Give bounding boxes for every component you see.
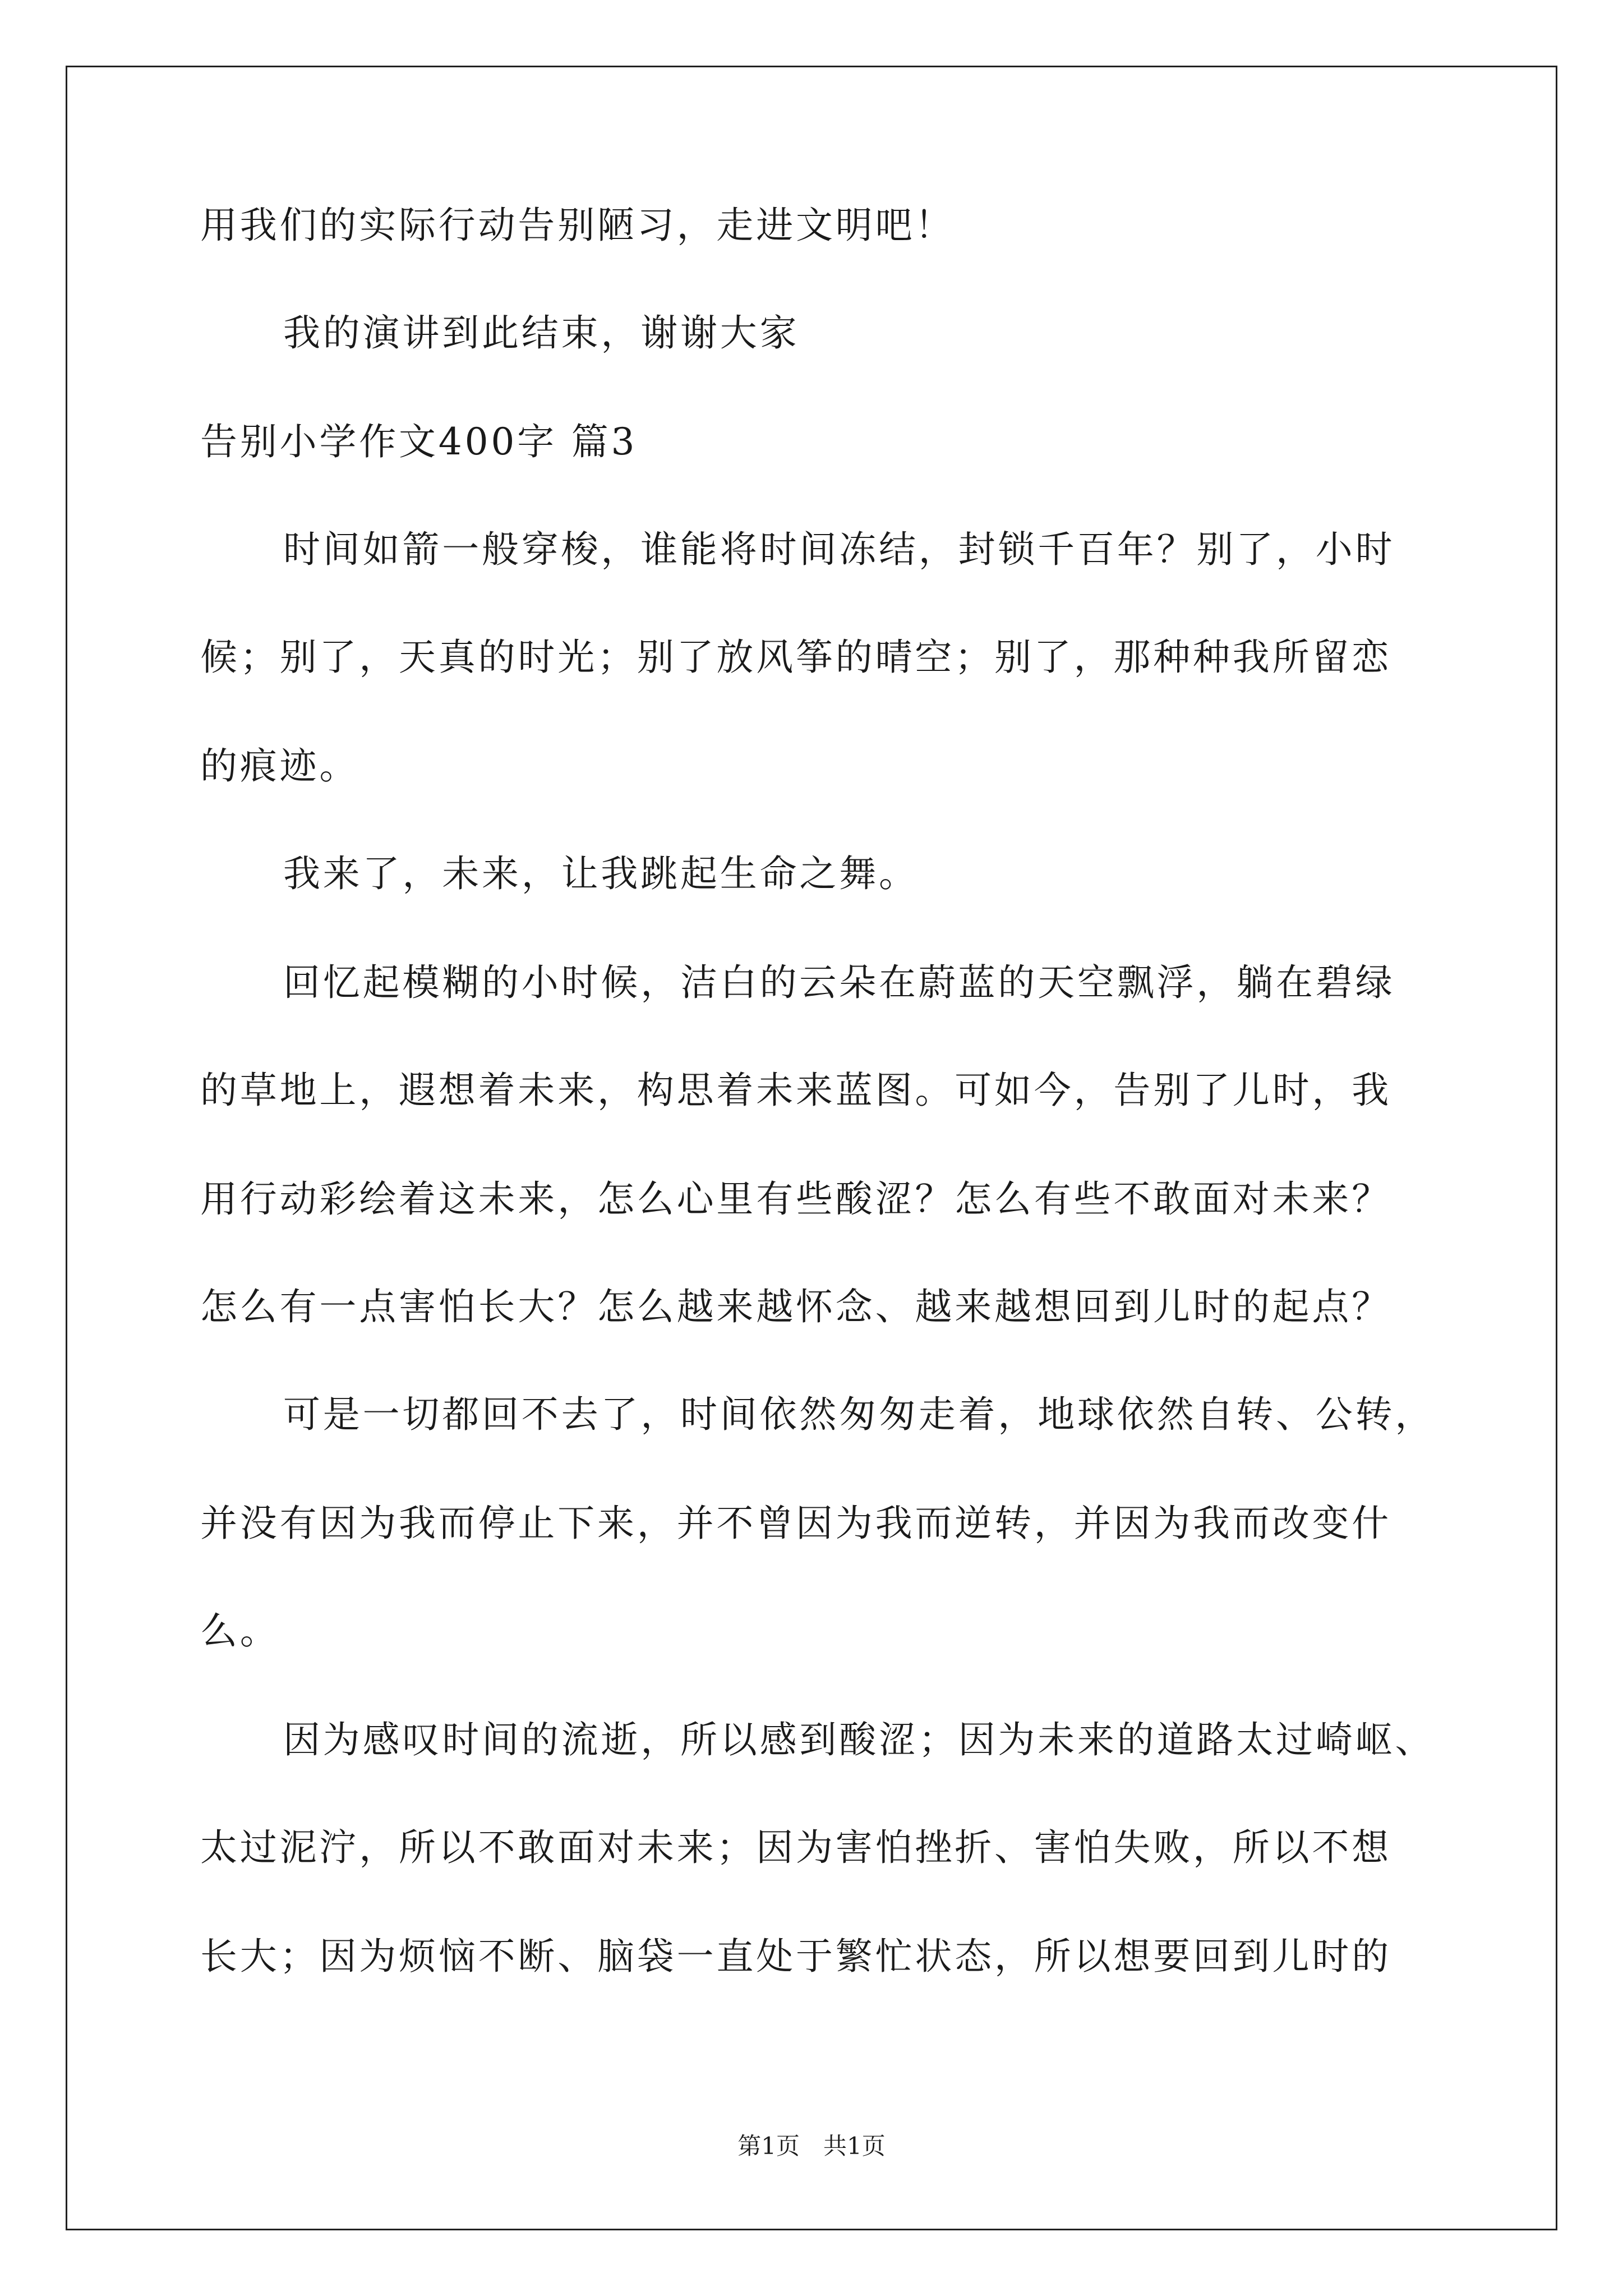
text-line: 我的演讲到此结束，谢谢大家: [283, 311, 800, 355]
page-total: 共1页: [823, 2132, 886, 2160]
text-line: 因为感叹时间的流逝，所以感到酸涩；因为未来的道路太过崎岖、: [283, 1718, 1435, 1761]
text-line: 我来了，未来，让我跳起生命之舞。: [283, 852, 919, 895]
text-line: 的痕迹。: [200, 744, 359, 788]
text-line: 回忆起模糊的小时候，洁白的云朵在蔚蓝的天空飘浮，躺在碧绿: [283, 961, 1395, 1004]
text-line: 并没有因为我而停止下来，并不曾因为我而逆转，并因为我而改变什: [200, 1502, 1391, 1545]
text-line: 可是一切都回不去了，时间依然匆匆走着，地球依然自转、公转，: [283, 1393, 1435, 1436]
text-line: 太过泥泞，所以不敢面对未来；因为害怕挫折、害怕失败，所以不想: [200, 1826, 1391, 1869]
page-footer: [0, 2132, 1623, 2161]
text-line: 候；别了，天真的时光；别了放风筝的晴空；别了，那种种我所留恋: [200, 636, 1391, 679]
text-line: 时间如箭一般穿梭，谁能将时间冻结，封锁千百年？别了，小时: [283, 528, 1395, 571]
page-number: 第1页: [737, 2132, 800, 2160]
text-line: 用我们的实际行动告别陋习，走进文明吧！: [200, 204, 955, 247]
text-line: 用行动彩绘着这未来，怎么心里有些酸涩？怎么有些不敢面对未来？: [200, 1177, 1391, 1221]
text-line: 长大；因为烦恼不断、脑袋一直处于繁忙状态，所以想要回到儿时的: [200, 1935, 1391, 1978]
section-heading: 告别小学作文400字 篇3: [200, 420, 638, 463]
text-line: 的草地上，遐想着未来，构思着未来蓝图。可如今，告别了儿时，我: [200, 1069, 1391, 1112]
page-border: [66, 66, 1557, 2230]
text-line: 么。: [200, 1609, 280, 1653]
text-line: 怎么有一点害怕长大？怎么越来越怀念、越来越想回到儿时的起点？: [200, 1285, 1391, 1328]
